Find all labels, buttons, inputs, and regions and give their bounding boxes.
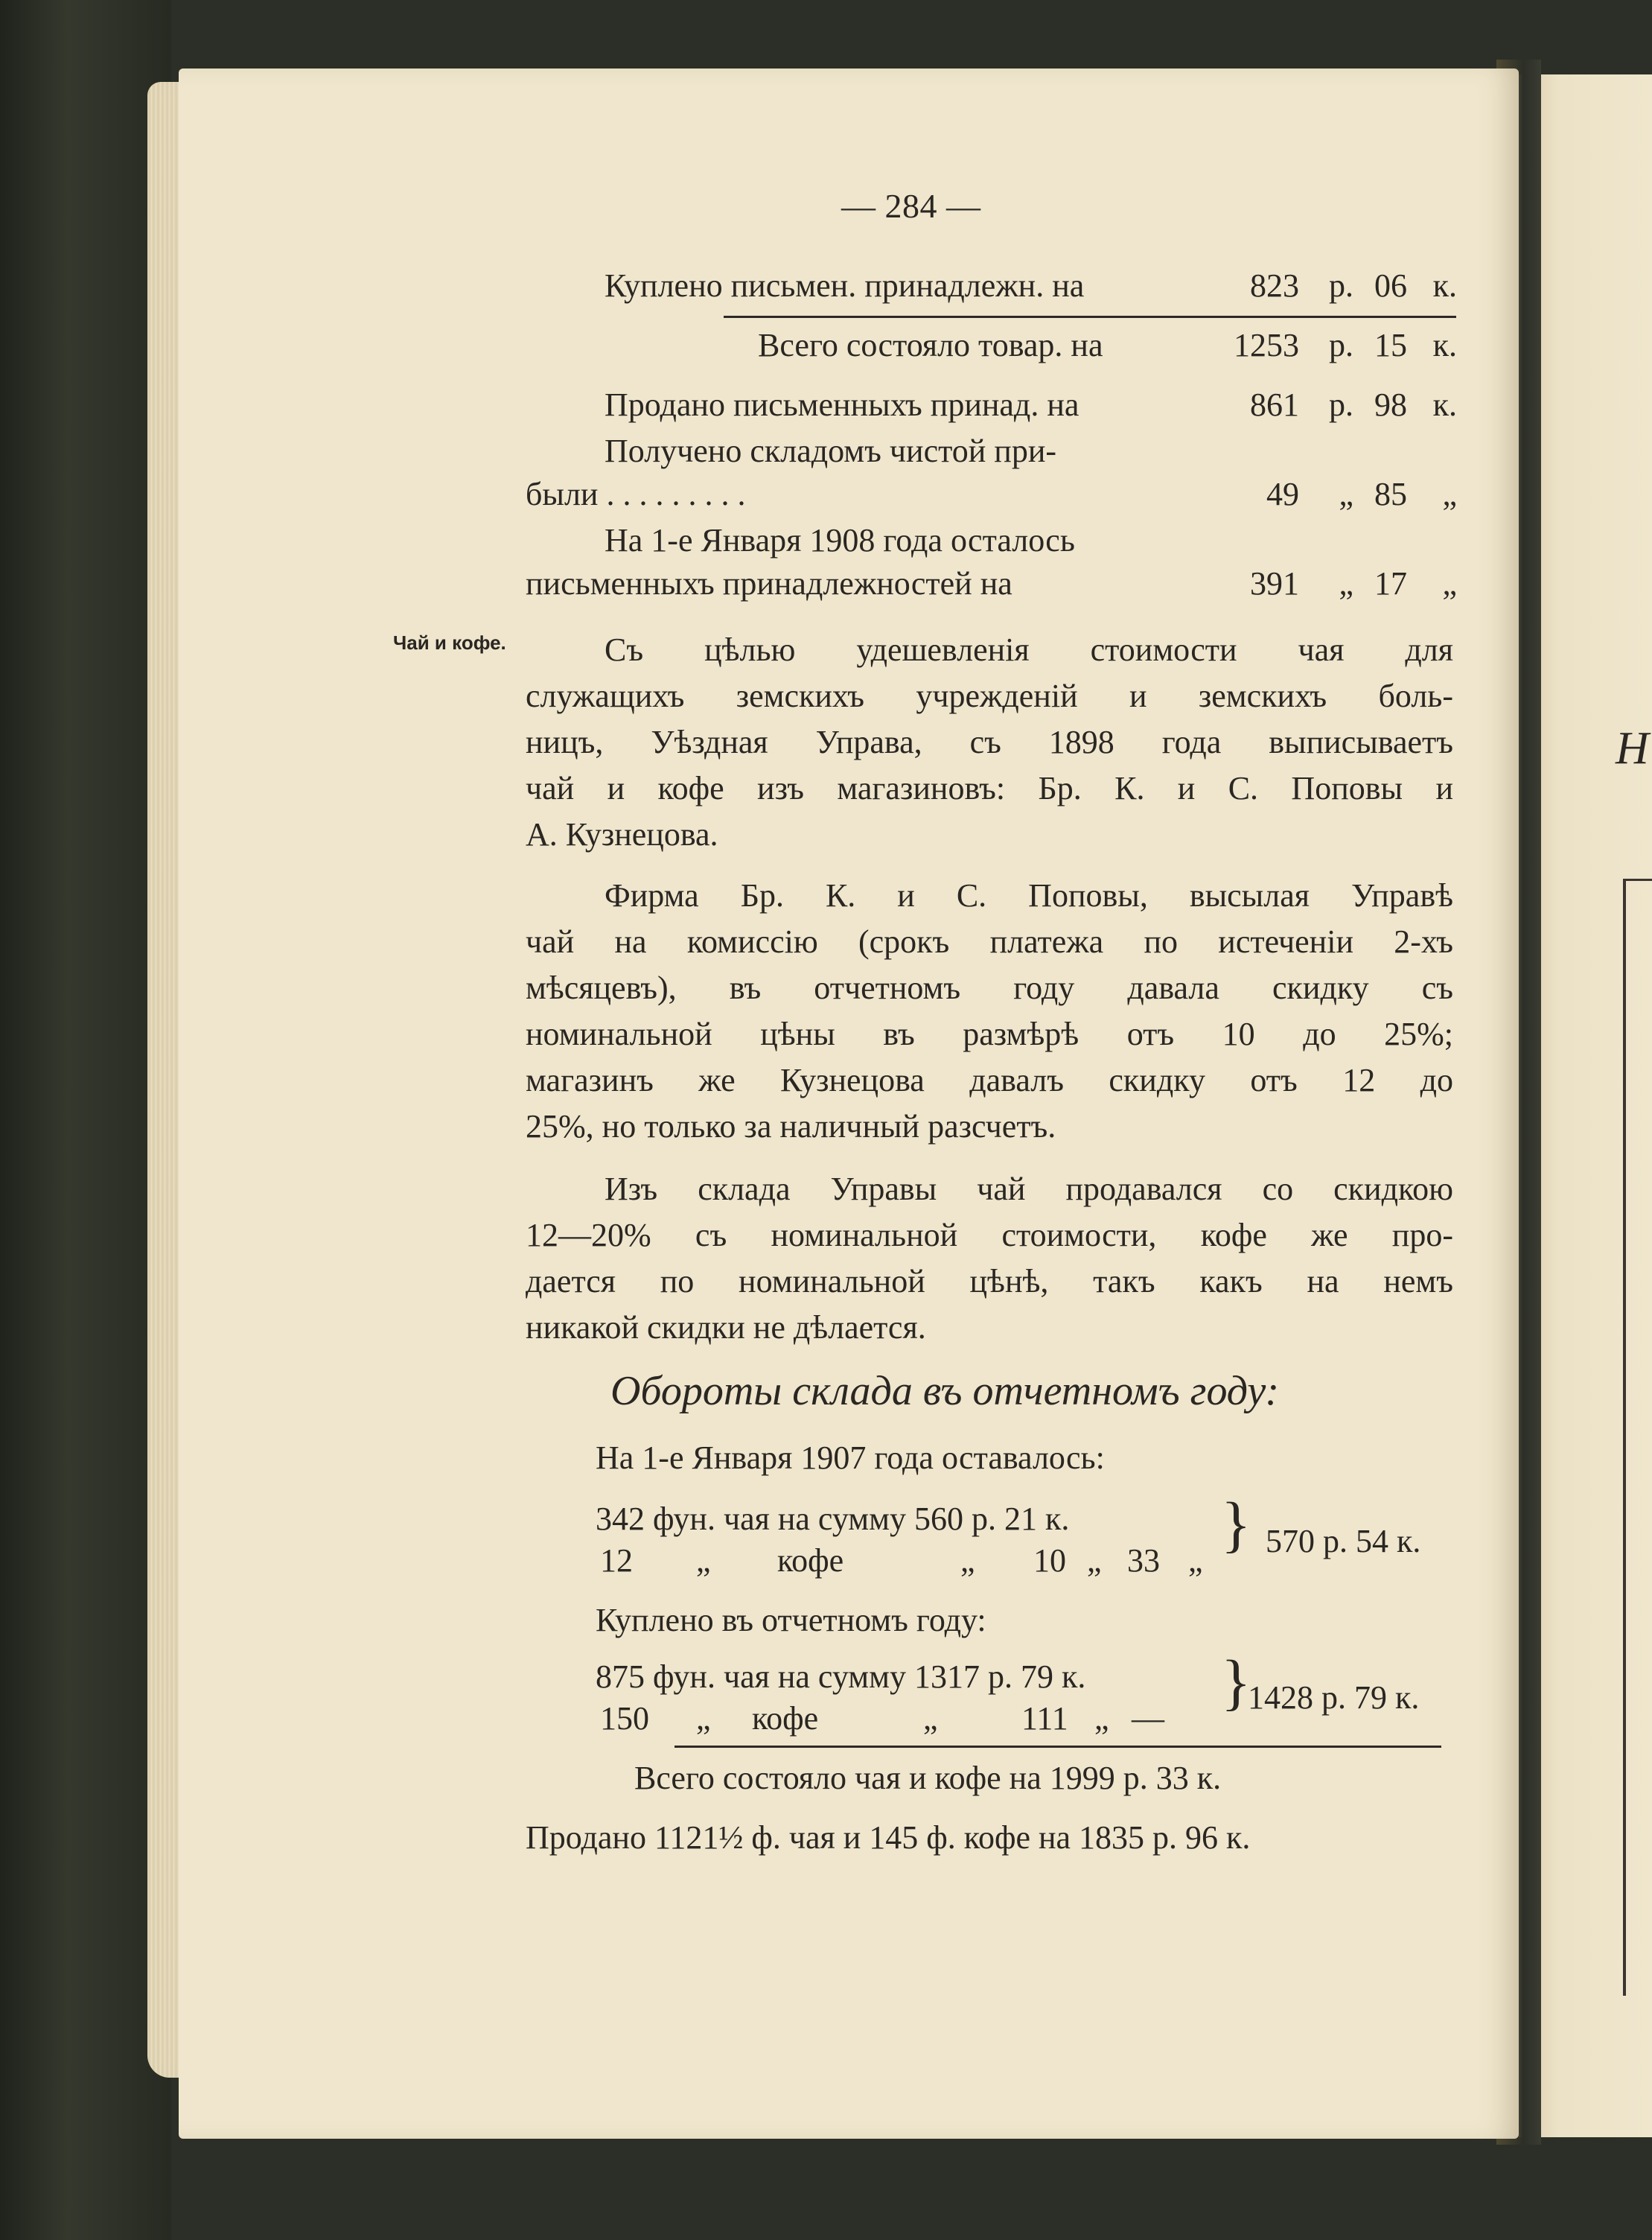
entry-rubles: 861 [1250,386,1299,423]
coffee-word: кофе [777,1542,844,1579]
entry-rub-sign: р. [1329,327,1353,363]
balance-title: На 1-е Января 1907 года оставалось: [596,1439,1105,1476]
entry-label: Всего состояло товар. на [758,327,1103,363]
ditto-mark: „ [1339,476,1353,512]
entry-kop-sign: к. [1432,267,1457,304]
ditto-mark: „ [696,1542,711,1579]
book-cover-left [0,0,171,2240]
coffee-kopecks: 33 [1127,1542,1160,1579]
ditto-mark: „ [1442,476,1457,512]
paragraph [526,1166,1453,1351]
entry-rubles: 1253 [1234,327,1299,363]
profit-line-1: Получено складомъ чистой при- [605,433,1057,469]
paragraph-line: номинальной цѣны въ размѣрѣ отъ 10 до 25%; [526,1016,1453,1052]
coffee-rubles: 111 [1021,1700,1068,1737]
paragraph-line: магазинъ же Кузнецова давалъ скидку отъ 12 до [526,1062,1453,1098]
paragraph-line: Фирма Бр. К. и С. Поповы, высылая Управѣ [605,877,1453,914]
paragraph [526,873,1453,1150]
ditto-mark: „ [1087,1542,1102,1579]
coffee-qty: 12 [600,1542,633,1579]
sold-line: Продано 1121½ ф. чая и 145 ф. кофе на 1835 р. 96 к. [526,1819,1251,1856]
paragraph-line: никакой скидки не дѣлается. [526,1309,926,1346]
paragraph-line: чай на комиссію (срокъ платежа по истеченіи 2-хъ [526,923,1453,960]
paragraph-line: чай и кофе изъ магазиновъ: Бр. К. и С. Поповы и [526,770,1453,806]
ditto-mark: „ [1094,1700,1109,1737]
paragraph [526,627,1453,858]
sum-rule [724,316,1456,318]
remainder-line-2: письменныхъ принадлежностей на [526,565,1012,602]
ditto-mark: „ [960,1542,975,1579]
ditto-mark: „ [1188,1542,1203,1579]
paragraph-line: Изъ склада Управы чай продавался со скидкою [605,1171,1453,1207]
entry-kop-sign: к. [1432,327,1457,363]
tea-line: 875 фун. чая на сумму 1317 р. 79 к. [596,1658,1086,1695]
brace: } [1221,1648,1251,1717]
paragraph-line: служащихъ земскихъ учрежденій и земскихъ боль- [526,678,1453,714]
remainder-line-1: На 1-е Января 1908 года осталось [605,522,1075,559]
profit-rubles: 49 [1266,476,1299,512]
coffee-word: кофе [752,1700,819,1737]
ditto-mark: „ [923,1700,938,1737]
ditto-mark: „ [1339,565,1353,602]
entry-kopecks: 06 [1374,267,1407,304]
brace: } [1221,1490,1251,1559]
entry-rub-sign: р. [1329,267,1353,304]
purchased-total: 1428 р. 79 к. [1248,1679,1420,1716]
paragraph-line: Съ цѣлью удешевленія стоимости чая для [605,631,1453,668]
purchased-title: Куплено въ отчетномъ году: [596,1602,986,1638]
entry-kopecks: 98 [1374,386,1407,423]
section-heading: Обороты склада въ отчетномъ году: [610,1368,1280,1414]
ditto-mark: „ [696,1700,711,1737]
grand-total: Всего состояло чая и кофе на 1999 р. 33 к. [634,1760,1222,1796]
remainder-rubles: 391 [1250,565,1299,602]
facing-page-rule [1623,879,1652,881]
entry-rub-sign: р. [1329,386,1353,423]
entry-label: Куплено письмен. принадлежн. на [605,267,1085,304]
entry-kop-sign: к. [1432,386,1457,423]
page-number: — 284 — [841,187,981,225]
paragraph-line: ницъ, Уѣздная Управа, съ 1898 года выписываетъ [526,724,1453,760]
entry-kopecks: 15 [1374,327,1407,363]
facing-page-letter: Н [1616,723,1649,774]
paragraph-line: дается по номинальной цѣнѣ, такъ какъ на немъ [526,1263,1453,1299]
profit-line-2: были . . . . . . . . . [526,476,746,512]
margin-note: Чай и кофе. [393,631,506,654]
remainder-kopecks: 17 [1374,565,1407,602]
coffee-kopecks: — [1132,1700,1164,1737]
profit-kopecks: 85 [1374,476,1407,512]
facing-page-table-border [1623,879,1626,1996]
coffee-qty: 150 [600,1700,649,1737]
paragraph-line: А. Кузнецова. [526,816,718,853]
paragraph-line: мѣсяцевъ), въ отчетномъ году давала скидку съ [526,970,1453,1006]
entry-label: Продано письменныхъ принад. на [605,386,1079,423]
paragraph-line: 25%, но только за наличный разсчетъ. [526,1108,1056,1145]
coffee-rubles: 10 [1033,1542,1066,1579]
balance-total: 570 р. 54 к. [1266,1523,1421,1559]
entry-rubles: 823 [1250,267,1299,304]
tea-line: 342 фун. чая на сумму 560 р. 21 к. [596,1501,1070,1537]
paragraph-line: 12—20% съ номинальной стоимости, кофе же про- [526,1217,1453,1253]
ditto-mark: „ [1442,565,1457,602]
sum-rule [674,1746,1441,1748]
